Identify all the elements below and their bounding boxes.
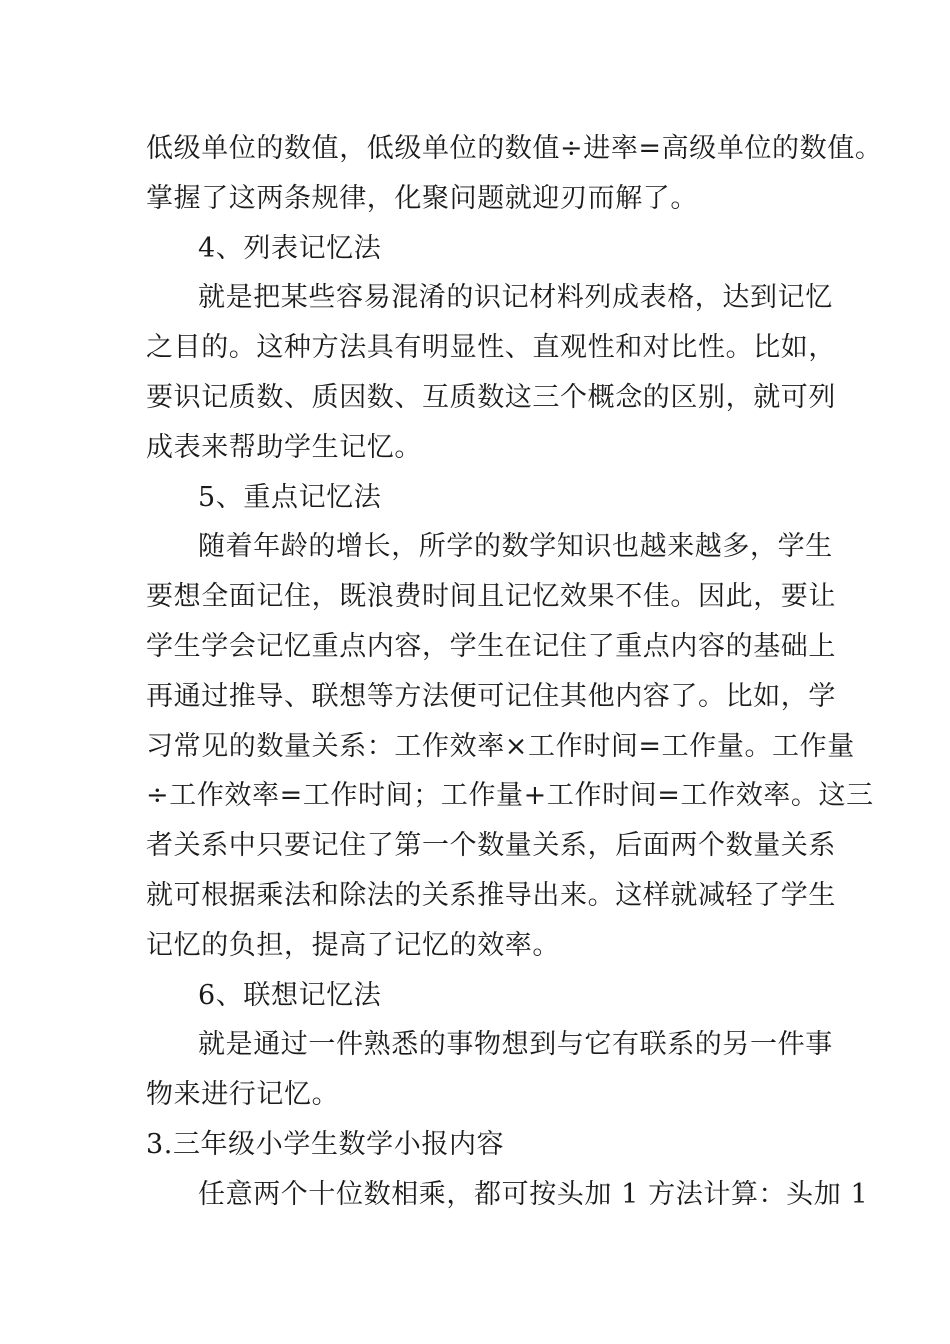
chapter-heading: 3.三年级小学生数学小报内容 — [146, 1128, 505, 1160]
text-line: 记忆的负担，提高了记忆的效率。 — [146, 929, 560, 961]
text-line: 物来进行记忆。 — [146, 1079, 340, 1111]
section-heading: 4、列表记忆法 — [198, 232, 382, 264]
document-body — [146, 124, 883, 1220]
section-heading: 6、联想记忆法 — [198, 979, 382, 1011]
text-line: 学生学会记忆重点内容，学生在记住了重点内容的基础上 — [146, 630, 836, 662]
paragraph-start: 就是把某些容易混淆的识记材料列成表格，达到记忆 — [198, 282, 833, 314]
section-heading: 5、重点记忆法 — [198, 481, 382, 513]
text-line: 之目的。这种方法具有明显性、直观性和对比性。比如， — [146, 332, 836, 364]
text-line: 要想全面记住，既浪费时间且记忆效果不佳。因此，要让 — [146, 581, 836, 613]
text-line: 掌握了这两条规律，化聚问题就迎刃而解了。 — [146, 182, 698, 214]
paragraph-start: 任意两个十位数相乘，都可按头加 1 方法计算：头加 1 — [198, 1178, 869, 1210]
text-line: ÷工作效率=工作时间；工作量+工作时间=工作效率。这三 — [146, 780, 874, 812]
text-line: 低级单位的数值，低级单位的数值÷进率=高级单位的数值。 — [146, 133, 883, 164]
text-line: 习常见的数量关系：工作效率×工作时间=工作量。工作量 — [146, 730, 855, 762]
text-line: 者关系中只要记住了第一个数量关系，后面两个数量关系 — [146, 830, 836, 862]
text-line: 就可根据乘法和除法的关系推导出来。这样就减轻了学生 — [146, 879, 836, 911]
paragraph-start: 就是通过一件熟悉的事物想到与它有联系的另一件事 — [198, 1029, 833, 1061]
text-line: 再通过推导、联想等方法便可记住其他内容了。比如，学 — [146, 680, 836, 712]
text-line: 成表来帮助学生记忆。 — [146, 431, 422, 463]
paragraph-start: 随着年龄的增长，所学的数学知识也越来越多，学生 — [198, 531, 833, 563]
text-line: 要识记质数、质因数、互质数这三个概念的区别，就可列 — [146, 381, 836, 413]
